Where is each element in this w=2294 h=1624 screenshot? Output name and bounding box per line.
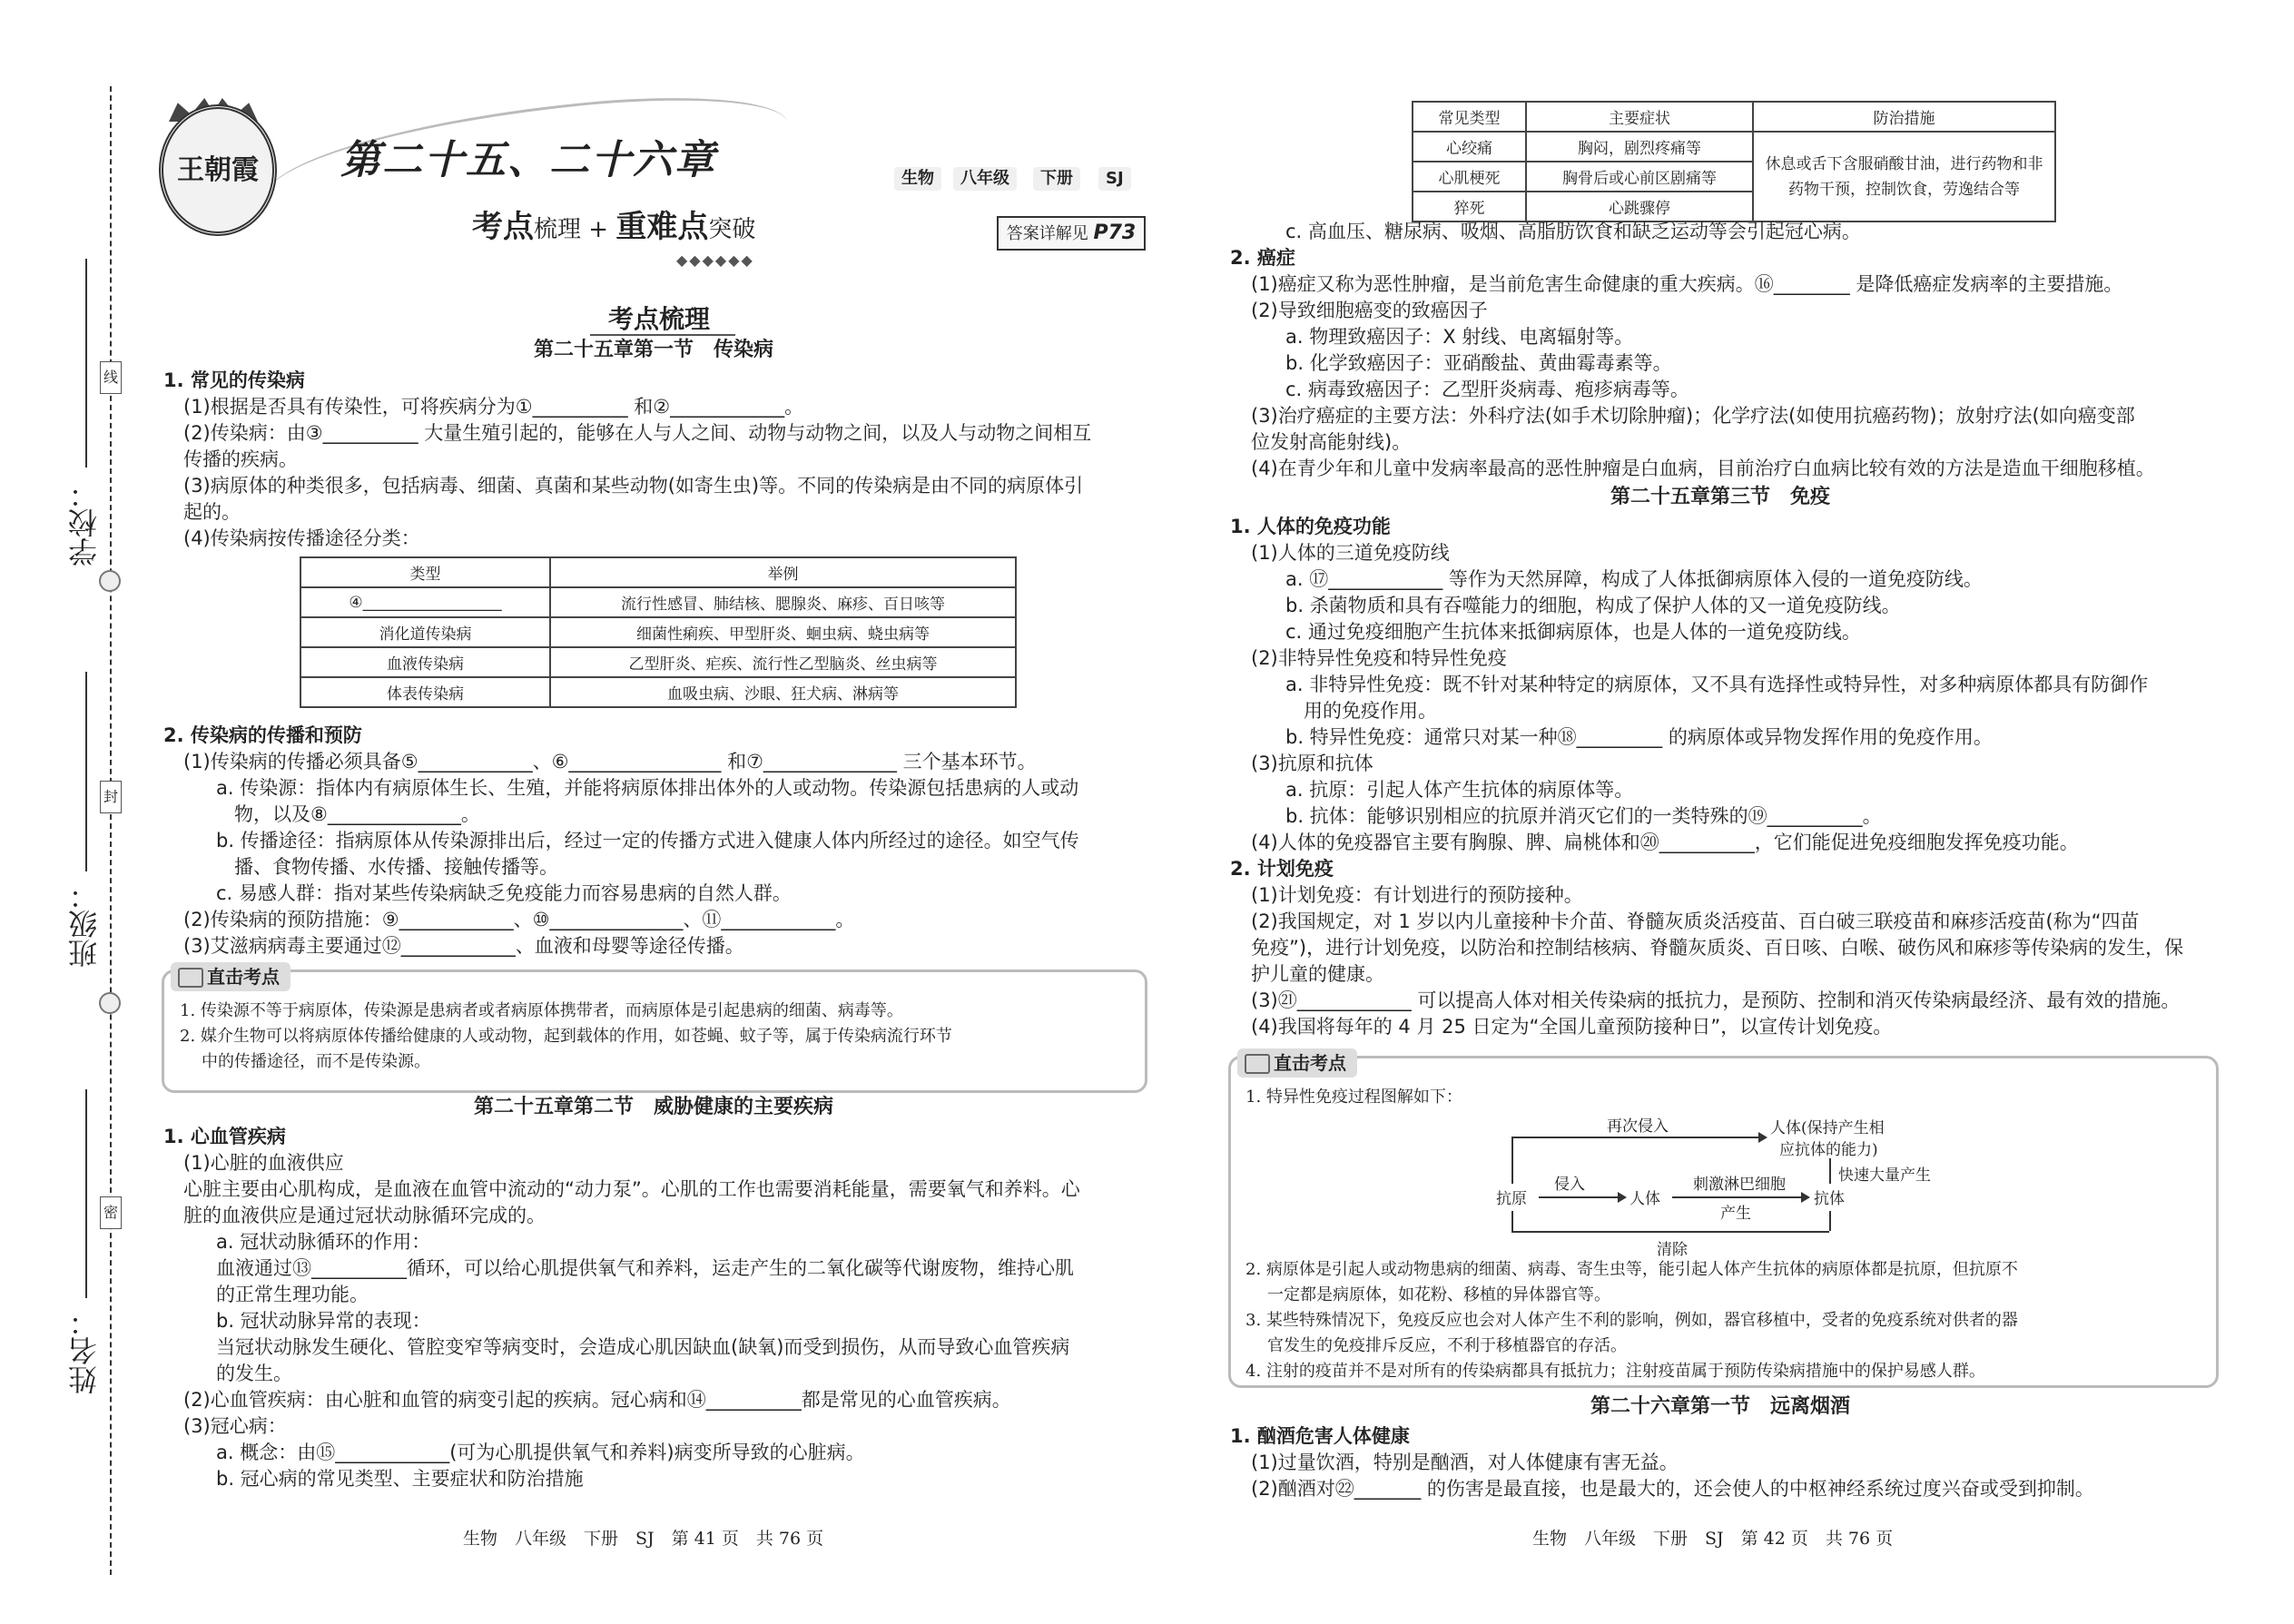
text-line: (3)㉑____________ 可以提高人体对相关传染病的抵抗力，是预防、控制和消灭传染病最经济、最有效的措施。	[1251, 989, 2181, 1011]
sec1-title: 第二十五章第一节 传染病	[533, 339, 773, 361]
text-line: (2)心血管疾病：由心脏和血管的病变引起的疾病。冠心病和⑭__________都是常见的心血管疾病。	[183, 1389, 1011, 1411]
text-line: (1)传染病的传播必须具备⑤____________、⑥________________ 和⑦______________ 三个基本环节。	[183, 751, 1037, 773]
text-line: (4)人体的免疫器官主要有胸腺、脾、扁桃体和⑳__________，它们能促进免疫细胞发挥免疫功能。	[1251, 832, 2079, 853]
diagram-line	[1829, 1158, 1831, 1184]
table-cell: 胸闷，剧烈疼痛等	[1526, 132, 1753, 162]
table-cell: 血液传染病	[300, 647, 550, 677]
sec2-title: 第二十五章第二节 威胁健康的主要疾病	[473, 1096, 833, 1118]
diagram-line	[1511, 1137, 1693, 1138]
binding-char-close: 密	[100, 1196, 122, 1229]
page-footer: 生物 八年级 下册 SJ 第 42 页 共 76 页	[1532, 1529, 1894, 1549]
diagram-stim-label: 刺激淋巴细胞	[1693, 1176, 1786, 1194]
diagram-line	[1511, 1211, 1513, 1231]
diagram-prod-label: 产生	[1720, 1205, 1751, 1223]
text-line: (2)非特异性免疫和特异性免疫	[1251, 647, 1507, 669]
diagram-antibody: 抗体	[1814, 1190, 1845, 1208]
table-header: 防治措施	[1753, 102, 2055, 132]
diagram-line	[1829, 1211, 1831, 1231]
text-line: a. ⑰____________ 等作为天然屏障，构成了人体抵御病原体入侵的一道免疫防线。	[1285, 568, 1983, 590]
table-header: 类型	[300, 557, 550, 587]
text-line: (1)计划免疫：有计划进行的预防接种。	[1251, 884, 1583, 906]
text-line: (4)我国将每年的 4 月 25 日定为“全国儿童预防接种日”，以宣传计划免疫。	[1251, 1016, 1893, 1038]
text-line: 用的免疫作用。	[1304, 700, 1437, 722]
book-icon	[178, 968, 203, 988]
table-header: 主要症状	[1526, 102, 1753, 132]
table-cell: 心绞痛	[1413, 132, 1526, 162]
heading: 1. 常见的传染病	[163, 369, 305, 391]
text-line: (2)传染病的预防措施：⑨____________、⑩______________、⑪____________。	[183, 909, 855, 930]
school-field[interactable]	[85, 259, 87, 468]
text-line: 起的。	[183, 501, 241, 523]
table-cell: 心跳骤停	[1526, 192, 1753, 221]
class-label: 班级：	[67, 881, 102, 968]
text-line: (3)抗原和抗体	[1251, 753, 1373, 774]
text-line: 护儿童的健康。	[1251, 963, 1384, 985]
sec4-title: 第二十六章第一节 远离烟酒	[1590, 1395, 1850, 1418]
text-line: 血液通过⑬__________循环，可以给心肌提供氧气和养料，运走产生的二氧化碳等代谢废物，维持心肌	[216, 1257, 1074, 1279]
sec3-title: 第二十五章第三节 免疫	[1610, 486, 1830, 508]
text-line: b. 冠心病的常见类型、主要症状和防治措施	[216, 1468, 584, 1490]
text-line: (1)根据是否具有传染性，可将疾病分为①__________ 和②____________。	[183, 396, 804, 418]
table-cell: 消化道传染病	[300, 617, 550, 647]
text-line: b. 抗体：能够识别相应的抗原并消灭它们的一类特殊的⑲__________。	[1285, 805, 1882, 827]
binding-char-seal: 封	[100, 781, 122, 813]
diagram-arrow	[1672, 1196, 1808, 1198]
text-line: a. 传染源：指体内有病原体生长、生殖，并能将病原体排出体外的人或动物。传染源包括患病的人或动	[216, 777, 1079, 799]
tip-header: 直击考点	[1237, 1048, 1357, 1078]
diagram-keep: 人体(保持产生相	[1770, 1119, 1885, 1137]
diagram-reinvade-label: 再次侵入	[1607, 1117, 1669, 1136]
table-cell: 体表传染病	[300, 677, 550, 707]
logo: 王朝霞	[159, 104, 277, 236]
page-footer: 生物 八年级 下册 SJ 第 41 页 共 76 页	[463, 1529, 824, 1549]
text-line: b. 冠状动脉异常的表现：	[216, 1310, 431, 1332]
name-field[interactable]	[85, 1089, 87, 1298]
tip-line: 4. 注射的疫苗并不是对所有的传染病都具有抵抗力；注射疫苗属于预防传染病措施中的保护易感人群。	[1245, 1362, 1985, 1381]
diagram-fast-label: 快速大量产生	[1838, 1166, 1931, 1185]
table-cell: 胸骨后或心前区剧痛等	[1526, 162, 1753, 192]
heading: 2. 计划免疫	[1230, 858, 1334, 880]
heading: 2. 癌症	[1230, 247, 1295, 269]
text-line: c. 易感人群：指对某些传染病缺乏免疫能力而容易患病的自然人群。	[216, 882, 792, 904]
text-line: a. 物理致癌因子：X 射线、电离辐射等。	[1285, 326, 1634, 348]
text-line: c. 病毒致癌因子：乙型肝炎病毒、疱疹病毒等。	[1285, 379, 1689, 400]
text-line: 位发射高能射线)。	[1251, 431, 1412, 453]
text-line: a. 冠状动脉循环的作用：	[216, 1231, 431, 1253]
diagram-body: 人体	[1629, 1190, 1660, 1208]
binding-ring	[99, 570, 121, 592]
text-line: (3)治疗癌症的主要方法：外科疗法(如手术切除肿瘤)；化学疗法(如使用抗癌药物)；放射疗法(如向癌变部	[1251, 405, 2135, 427]
text-line: 的发生。	[216, 1363, 292, 1384]
tip-header: 直击考点	[171, 962, 290, 991]
text-line: 的正常生理功能。	[216, 1284, 369, 1305]
text-line: c. 通过免疫细胞产生抗体来抵御病原体，也是人体的一道免疫防线。	[1285, 621, 1861, 643]
text-line: 传播的疾病。	[183, 448, 298, 470]
text-line: (1)癌症又称为恶性肿瘤，是当前危害生命健康的重大疾病。⑯________ 是降低癌症发病率的主要措施。	[1251, 273, 2123, 295]
text-line: c. 高血压、糖尿病、吸烟、高脂肪饮食和缺乏运动等会引起冠心病。	[1285, 221, 1861, 242]
table-cell: 流行性感冒、肺结核、腮腺炎、麻疹、百日咳等	[550, 587, 1016, 617]
heading: 1. 人体的免疫功能	[1230, 516, 1391, 537]
diagram-invade-label: 侵入	[1554, 1176, 1585, 1194]
text-line: b. 传播途径：指病原体从传染源排出后，经过一定的传播方式进入健康人体内所经过的途径。如空气传	[216, 830, 1079, 851]
binding-ring	[99, 992, 121, 1014]
text-line: (4)传染病按传播途径分类：	[183, 527, 420, 549]
tip-line: 3. 某些特殊情况下，免疫反应也会对人体产生不利的影响，例如，器官移植中，受者的免疫系统对供者的器	[1245, 1311, 2018, 1330]
pill-term: 下册	[1033, 167, 1080, 191]
table-cell: 细菌性痢疾、甲型肝炎、蛔虫病、蛲虫病等	[550, 617, 1016, 647]
text-line: a. 抗原：引起人体产生抗体的病原体等。	[1285, 779, 1634, 801]
book-icon	[1245, 1054, 1270, 1074]
heading: 1. 心血管疾病	[163, 1126, 286, 1147]
diagram-antigen: 抗原	[1496, 1190, 1527, 1208]
table-cell: 乙型肝炎、疟疾、流行性乙型脑炎、丝虫病等	[550, 647, 1016, 677]
pill-grade: 八年级	[953, 167, 1017, 191]
text-line: 播、食物传播、水传播、接触传播等。	[234, 856, 558, 878]
pill-subject: 生物	[894, 167, 941, 191]
class-field[interactable]	[85, 672, 87, 871]
text-line: (2)导致细胞癌变的致癌因子	[1251, 300, 1488, 321]
text-line: b. 化学致癌因子：亚硝酸盐、黄曲霉毒素等。	[1285, 352, 1672, 374]
diagram-clear-label: 清除	[1657, 1241, 1688, 1259]
chd-table	[1412, 101, 2056, 222]
tip-line: 官发生的免疫排斥反应，不利于移植器官的存活。	[1267, 1336, 1627, 1355]
text-line: (3)艾滋病病毒主要通过⑫____________、血液和母婴等途径传播。	[183, 935, 744, 957]
table-cell: 心肌梗死	[1413, 162, 1526, 192]
table-cell: 猝死	[1413, 192, 1526, 221]
page-subtitle: 考点梳理 + 重难点突破	[472, 209, 756, 245]
tip-line: 1. 传染源不等于病原体，传染源是患病者或者病原体携带者，而病原体是引起患病的细菌、病毒等。	[180, 1001, 903, 1020]
text-line: b. 杀菌物质和具有吞噬能力的细胞，构成了保护人体的又一道免疫防线。	[1285, 595, 1901, 616]
tip-line: 1. 特异性免疫过程图解如下：	[1245, 1088, 1462, 1107]
tip-line: 2. 病原体是引起人或动物患病的细菌、病毒、寄生虫等，能引起人体产生抗体的病原体都是抗原，但抗原不	[1245, 1260, 2018, 1279]
text-line: 心脏主要由心肌构成，是血液在血管中流动的“动力泵”。心肌的工作也需要消耗能量，需要氧气和养料。心	[183, 1178, 1080, 1200]
diagram-line	[1511, 1137, 1513, 1184]
school-label: 学校：	[67, 479, 102, 566]
transmission-table	[300, 556, 1017, 708]
heading: 1. 酗酒危害人体健康	[1230, 1425, 1410, 1447]
tip-line: 2. 媒介生物可以将病原体传播给健康的人或动物，起到载体的作用，如苍蝇、蚊子等，属于传染病流行环节	[180, 1027, 952, 1046]
text-line: (1)人体的三道免疫防线	[1251, 542, 1450, 564]
decorative-dots: ◆◆◆◆◆◆	[676, 251, 754, 269]
text-line: (1)心脏的血液供应	[183, 1152, 344, 1174]
tip-line: 中的传播途径，而不是传染源。	[202, 1052, 430, 1071]
text-line: (2)我国规定，对 1 岁以内儿童接种卡介苗、脊髓灰质炎活疫苗、百白破三联疫苗和麻疹活疫苗(称为“四苗	[1251, 910, 2140, 932]
table-cell: 休息或舌下含服硝酸甘油，进行药物和非药物干预，控制饮食，劳逸结合等	[1753, 132, 2055, 221]
binding-char-line: 线	[100, 361, 122, 394]
text-line: 物，以及⑧______________。	[234, 803, 480, 825]
table-cell: ④__________________	[300, 587, 550, 617]
table-cell: 血吸虫病、沙眼、狂犬病、淋病等	[550, 677, 1016, 707]
table-header: 举例	[550, 557, 1016, 587]
table-header: 常见类型	[1413, 102, 1526, 132]
text-line: 当冠状动脉发生硬化、管腔变窄等病变时，会造成心肌因缺血(缺氧)而受到损伤，从而导致心血管疾病	[216, 1336, 1070, 1358]
text-line: (1)过量饮酒，特别是酗酒，对人体健康有害无益。	[1251, 1452, 1679, 1473]
diagram-arrow	[1693, 1137, 1766, 1138]
name-label: 姓名：	[67, 1307, 102, 1394]
diagram-keep: 应抗体的能力)	[1779, 1141, 1878, 1159]
tip-line: 一定都是病原体，如花粉、移植的异体器官等。	[1267, 1285, 1610, 1304]
text-line: (3)病原体的种类很多，包括病毒、细菌、真菌和某些动物(如寄生虫)等。不同的传染病是由不同的病原体引	[183, 475, 1084, 497]
text-line: 免疫”)，进行计划免疫，以防治和控制结核病、脊髓灰质炎、百日咳、白喉、破伤风和麻疹等传染病的发生，保	[1251, 937, 2184, 959]
diagram-arrow	[1539, 1196, 1625, 1198]
text-line: 脏的血液供应是通过冠状动脉循环完成的。	[183, 1205, 546, 1226]
text-line: (3)冠心病：	[183, 1415, 287, 1437]
section-title-underline	[590, 334, 735, 336]
text-line: a. 概念：由⑮____________(可为心肌提供氧气和养料)病变所导致的心脏病。	[216, 1442, 865, 1463]
chapter-title: 第二十五、二十六章	[340, 137, 716, 183]
text-line: b. 特异性免疫：通常只对某一种⑱_________ 的病原体或异物发挥作用的免疫作用。	[1285, 726, 1993, 748]
answer-reference: 答案详解见 P73	[997, 216, 1146, 251]
text-line: (2)传染病：由③__________ 大量生殖引起的，能够在人与人之间、动物与动物之间，以及人与动物之间相互	[183, 422, 1092, 444]
binding-dashed-line	[110, 86, 112, 1575]
text-line: a. 非特异性免疫：既不针对某种特定的病原体，又不具有选择性或特异性，对多种病原体都具有防御作	[1285, 674, 2149, 695]
section-title: 考点梳理	[608, 304, 711, 334]
heading: 2. 传染病的传播和预防	[163, 724, 362, 746]
text-line: (4)在青少年和儿童中发病率最高的恶性肿瘤是白血病，目前治疗白血病比较有效的方法是造血干细胞移植。	[1251, 458, 2155, 479]
pill-version: SJ	[1098, 167, 1131, 191]
diagram-line	[1511, 1231, 1829, 1233]
text-line: (2)酗酒对㉒_______ 的伤害是最直接，也是最大的，还会使人的中枢神经系统过度兴奋或受到抑制。	[1251, 1478, 2094, 1500]
